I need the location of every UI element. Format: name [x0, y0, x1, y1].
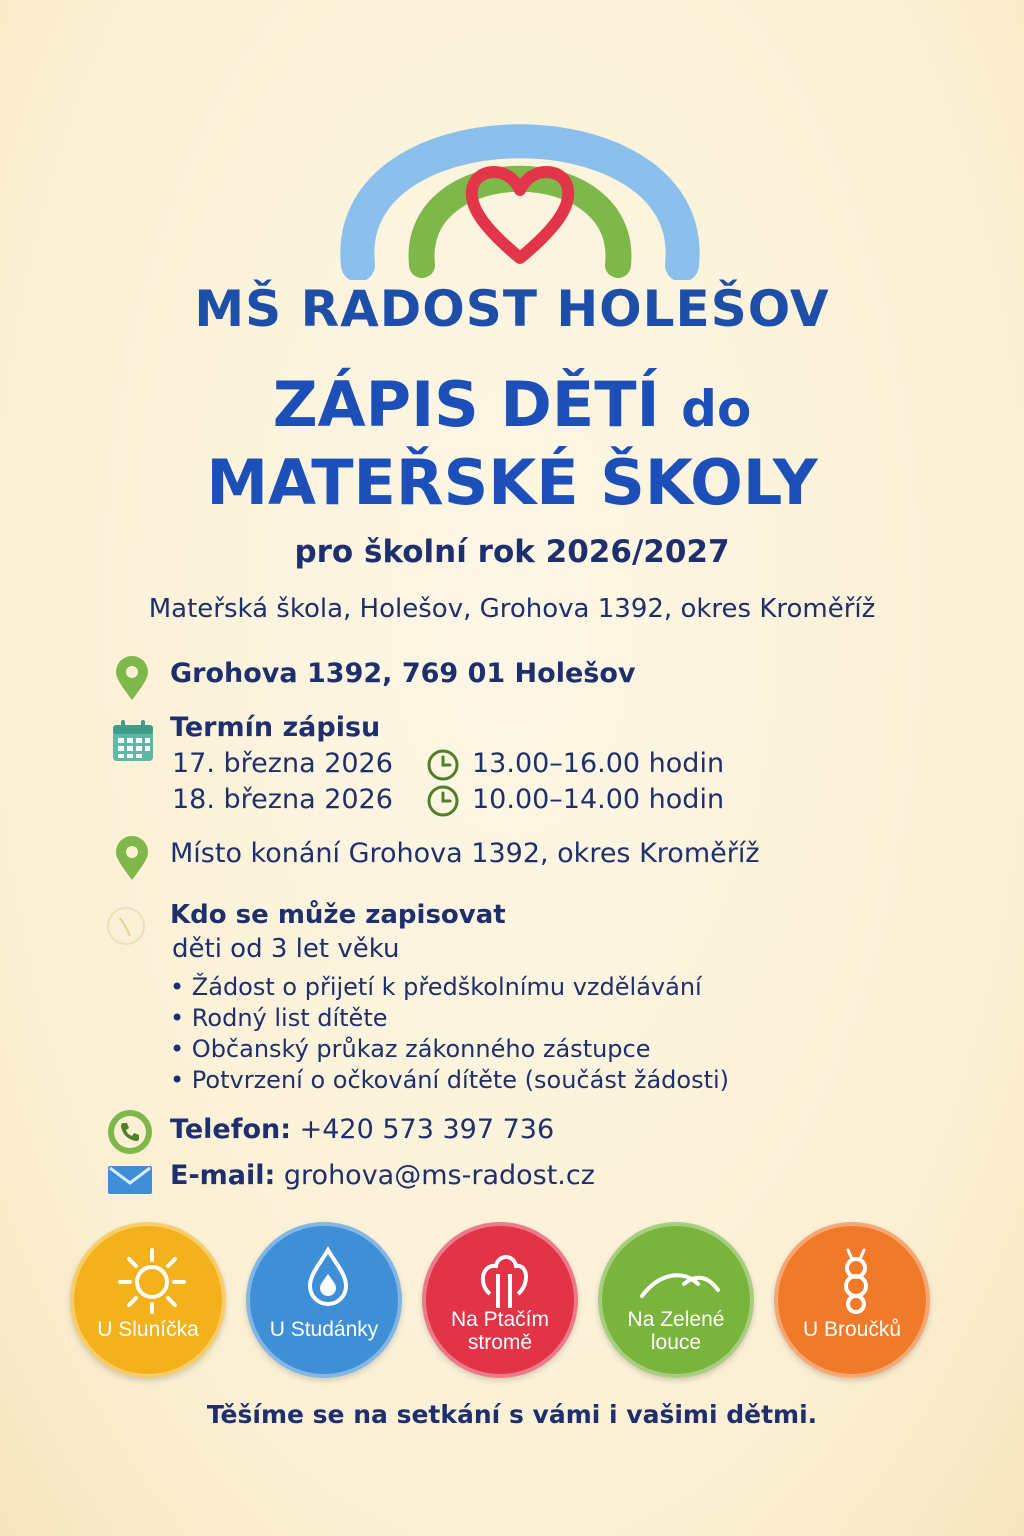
class-label: U Sluníčka — [97, 1318, 199, 1341]
class-label-line1: Na Zelené — [627, 1308, 725, 1331]
class-circle-ptacim-strome — [422, 1222, 578, 1378]
email-label: E-mail: — [170, 1160, 276, 1191]
class-label — [426, 1308, 574, 1354]
title-do: do — [681, 380, 752, 438]
enrollment-heading: Termín zápisu — [170, 712, 381, 743]
location-pin-icon — [112, 836, 152, 882]
class-label-line2: louce — [650, 1331, 702, 1354]
school-full-name: Mateřská škola, Holešov, Grohova 1392, okres Kroměříž — [148, 594, 876, 624]
footer-message: Těšíme se na setkání s vámi i vašimi dětmi. — [206, 1400, 818, 1429]
water-drop-icon — [288, 1244, 368, 1314]
class-label: U Studánky — [269, 1318, 379, 1341]
school-name: MŠ RADOST HOLEŠOV — [194, 280, 830, 338]
list-item: • Potvrzení o očkování dítěte (součást žádosti) — [170, 1065, 729, 1096]
title-line1: ZÁPIS DĚTÍ — [272, 368, 660, 441]
envelope-icon — [106, 1164, 154, 1196]
enrollment-time-1: 13.00–16.00 hodin — [472, 748, 725, 779]
address: Grohova 1392, 769 01 Holešov — [170, 658, 636, 689]
phone-number[interactable]: +420 573 397 736 — [299, 1114, 555, 1145]
class-circle-slunicka — [70, 1222, 226, 1378]
email-address[interactable]: grohova@ms-radost.cz — [283, 1160, 595, 1191]
class-label — [602, 1308, 750, 1354]
clock-icon — [426, 748, 460, 782]
documents-list — [170, 972, 729, 1096]
tree-icon — [464, 1244, 544, 1314]
class-label: U Broučků — [802, 1318, 902, 1341]
venue: Místo konání Grohova 1392, okres Kroměříž — [170, 838, 760, 869]
sun-icon — [112, 1244, 192, 1314]
enrollment-date-1: 17. března 2026 — [172, 748, 393, 779]
child-icon — [104, 904, 148, 948]
enrollment-time-2: 10.00–14.00 hodin — [472, 784, 725, 815]
eligibility-heading: Kdo se může zapisovat — [170, 900, 506, 930]
class-circle-zelene-louce — [598, 1222, 754, 1378]
list-item: • Občanský průkaz zákonného zástupce — [170, 1034, 729, 1065]
class-label-line2: stromě — [467, 1331, 533, 1354]
email-row — [170, 1160, 595, 1191]
class-circles — [70, 1222, 950, 1378]
phone-row — [170, 1114, 554, 1145]
class-circle-studanky — [246, 1222, 402, 1378]
title-line2: MATEŘSKÉ ŠKOLY — [206, 446, 818, 519]
clock-icon — [426, 784, 460, 818]
rainbow-heart-logo — [330, 40, 710, 280]
enrollment-date-2: 18. března 2026 — [172, 784, 393, 815]
phone-icon — [106, 1108, 154, 1156]
bug-icon — [816, 1244, 896, 1314]
class-label-line1: Na Ptačím — [450, 1308, 550, 1331]
list-item: • Žádost o přijetí k předškolnímu vzdělávání — [170, 972, 729, 1003]
calendar-icon — [110, 718, 156, 764]
meadow-icon — [640, 1244, 720, 1314]
school-year: pro školní rok 2026/2027 — [294, 534, 730, 570]
list-item: • Rodný list dítěte — [170, 1003, 729, 1034]
page-title — [0, 368, 1024, 520]
class-circle-broucku — [774, 1222, 930, 1378]
location-pin-icon — [112, 656, 152, 702]
eligibility-text: děti od 3 let věku — [172, 934, 400, 964]
phone-label: Telefon: — [170, 1114, 292, 1145]
